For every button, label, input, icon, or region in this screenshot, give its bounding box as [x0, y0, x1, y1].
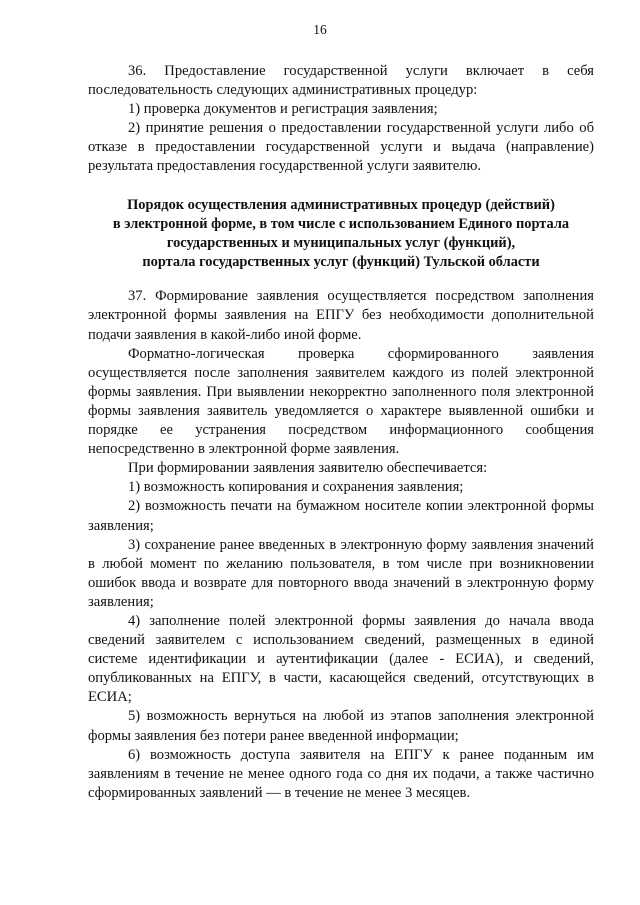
section-37-para-1: 37. Формирование заявления осуществляется посредством заполнения электронной формы заявления на ЕПГУ без необходимости дополнительной подачи заявления в какой-либо иной форме. — [88, 288, 594, 343]
section-37-item-6: 6) возможность доступа заявителя на ЕПГУ к ранее поданным им заявлениям в течение не менее одного года со дня их подачи, а также частично сформированных заявлений — в течение не менее 3 месяцев. — [88, 746, 594, 801]
section-37-para-3: При формировании заявления заявителю обеспечивается: — [128, 460, 488, 477]
section-37-item-2: 2) возможность печати на бумажном носителе копии электронной формы заявления; — [88, 498, 594, 534]
section-36-item-1: 1) проверка документов и регистрация заявления; — [128, 101, 438, 118]
section-37-para-2: Форматно-логическая проверка сформированного заявления осуществляется после заполнения заявителем каждого из полей электронной формы заявления. При выявлении некорректно заполненного поля электронной формы заявления заявитель уведомляется о характере выявленной ошибки и порядке ее устранения посредством информационного сообщения непосредственно в электронной форме заявления. — [88, 345, 594, 458]
heading-line: Порядок осуществления административных процедур (действий) — [127, 196, 555, 213]
section-36-intro: 36. Предоставление государственной услуги включает в себя последовательность следующих административных процедур: — [88, 63, 594, 99]
heading-line: в электронной форме, в том числе с использованием Единого портала — [112, 215, 570, 232]
heading-line: государственных и муниципальных услуг (функций), — [166, 234, 516, 251]
section-37-item-3: 3) сохранение ранее введенных в электронную форму заявления значений в любой момент по желанию пользователя, в том числе при возникновении ошибок ввода и возврате для повторного ввода значений в электронную форму заявления; — [88, 536, 594, 610]
section-37-item-4: 4) заполнение полей электронной формы заявления до начала ввода сведений заявителем с использованием сведений, размещенных в единой системе идентификации и аутентификации (далее - ЕСИА), и сведений, опубликованных на ЕПГУ, в части, касающейся сведений, отсутствующих в ЕСИА; — [88, 612, 594, 706]
page-number: 16 — [313, 22, 327, 37]
section-heading — [88, 196, 594, 273]
document-body — [88, 62, 594, 803]
section-37-item-1: 1) возможность копирования и сохранения заявления; — [128, 479, 464, 496]
heading-line: портала государственных услуг (функций) Тульской области — [142, 254, 540, 271]
section-36-item-2: 2) принятие решения о предоставлении государственной услуги либо об отказе в предоставлении государственной услуги и выдача (направление) результата предоставления государственной услуги заявителю. — [88, 120, 594, 175]
section-37-item-5: 5) возможность вернуться на любой из этапов заполнения электронной формы заявления без потери ранее введенной информации; — [88, 708, 594, 744]
